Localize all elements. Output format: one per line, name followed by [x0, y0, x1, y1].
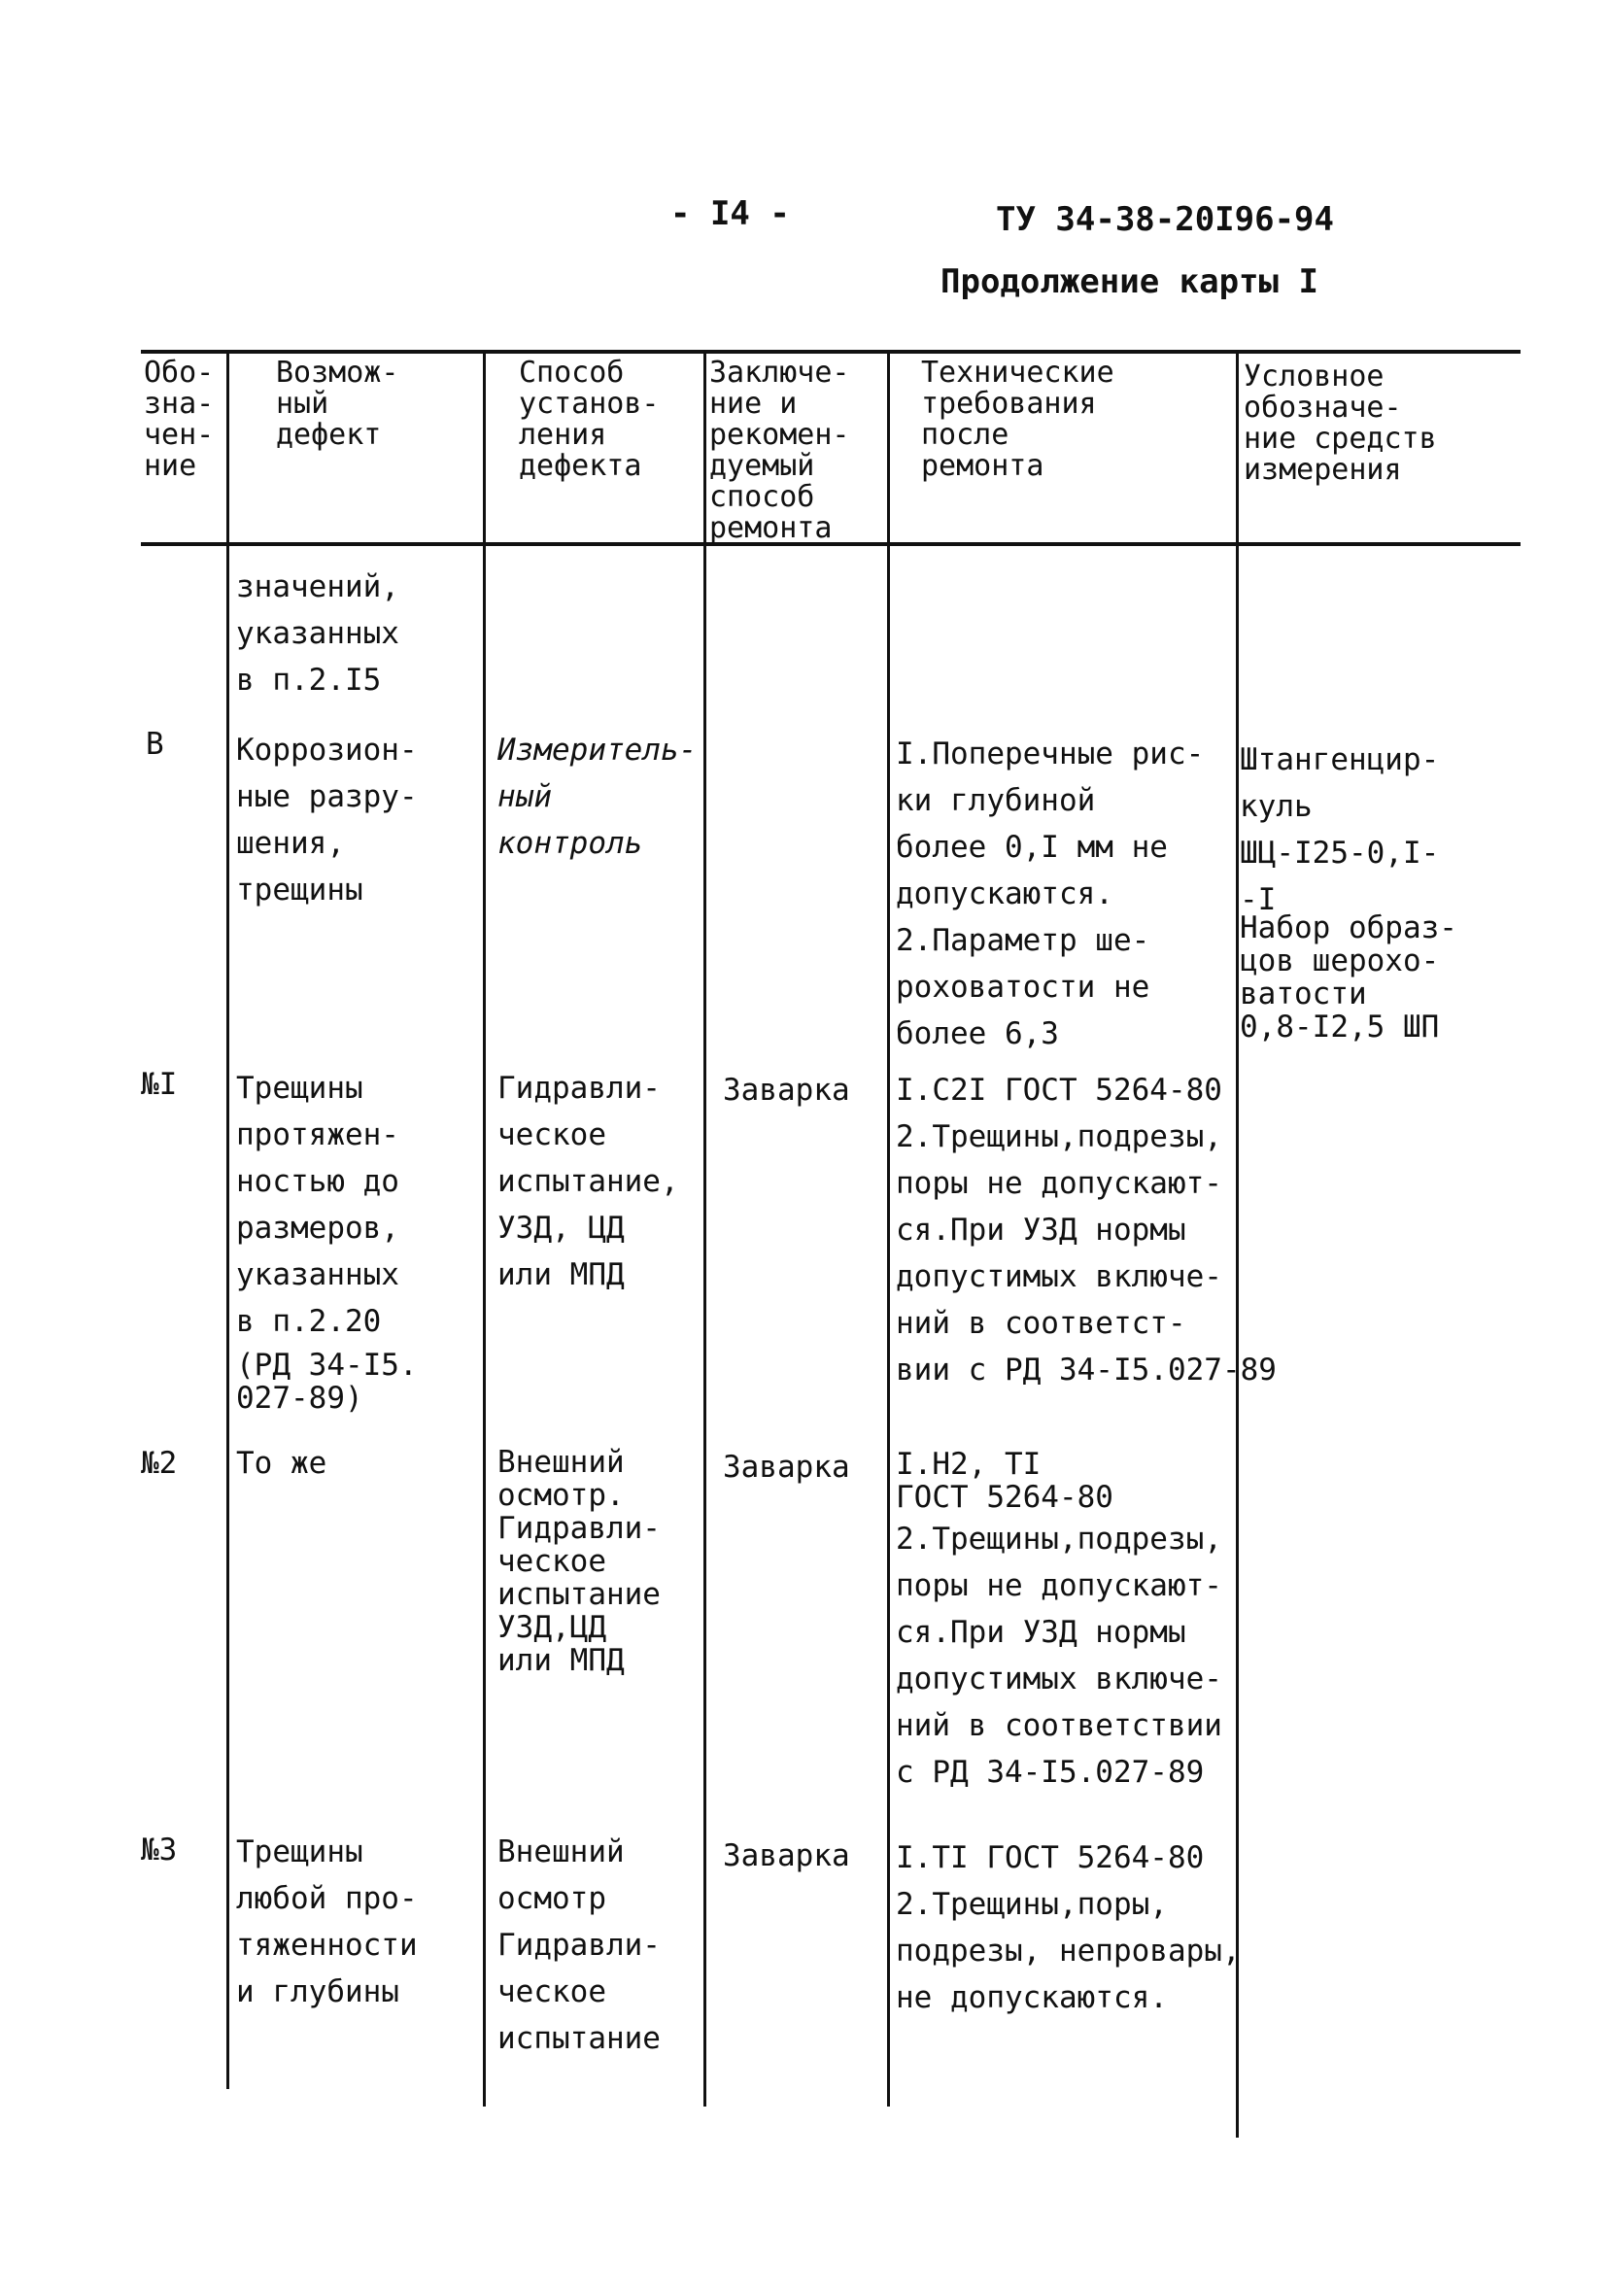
- cell-n3-repair: Заварка: [723, 1838, 850, 1873]
- cell-n1-defect: Трещины протяжен- ностью до размеров, указанных в п.2.20: [236, 1071, 399, 1339]
- cell-n2-requirements-weld: I.Н2, ТI ГОСТ 5264-80: [896, 1447, 1113, 1515]
- cell-b-method: Измеритель- ный контроль: [497, 733, 698, 861]
- cell-n1-repair: Заварка: [723, 1073, 850, 1108]
- column-header-requirements: Технические требования после ремонта: [921, 356, 1114, 483]
- cell-n2-repair: Заварка: [723, 1450, 850, 1485]
- cell-b-requirements: I.Поперечные рис- ки глубиной более 0,I мм не допускаются. 2.Параметр ше- роховатости не более 6,3: [896, 737, 1205, 1051]
- cell-n2-defect: То же: [236, 1446, 327, 1481]
- cell-b-instrument-roughness: Набор образ- цов шерохо- ватости 0,8-I2,5 ШП: [1240, 910, 1457, 1045]
- cell-n1-requirements: I.С2I ГОСТ 5264-80 2.Трещины,подрезы, поры не допускают- ся.При УЗД нормы допустимых включе- ний в соответст- вии с РД 34-I5.027-89: [896, 1073, 1277, 1388]
- cell-continuation-defect: значений, указанных в п.2.I5: [236, 569, 399, 698]
- cell-n2-requirements: 2.Трещины,подрезы, поры не допускают- ся.При УЗД нормы допустимых включе- ний в соответствии с РД 34-I5.027-89: [896, 1522, 1222, 1790]
- table-top-rule: [141, 350, 1521, 354]
- cell-n1-method: Гидравли- ческое испытание, УЗД, ЦД или МПД: [497, 1071, 679, 1292]
- column-header-repair: Заключе- ние и рекомен- дуемый способ ремонта: [709, 356, 850, 545]
- cell-n3-defect: Трещины любой про- тяженности и глубины: [236, 1834, 418, 2009]
- cell-n1-code: №I: [141, 1067, 178, 1102]
- cell-n2-method: Внешний осмотр. Гидравли- ческое испытание УЗД,ЦД или МПД: [497, 1445, 661, 1678]
- column-divider-2: [483, 350, 486, 2107]
- cell-n2-code: №2: [141, 1446, 178, 1481]
- cell-b-code: В: [146, 727, 164, 762]
- column-header-defect: Возмож- ный дефект: [276, 356, 399, 452]
- column-header-designation: Обо- зна- чен- ние: [144, 356, 215, 483]
- column-header-detection-method: Способ установ- ления дефекта: [519, 356, 660, 483]
- cell-n3-method: Внешний осмотр Гидравли- ческое испытание: [497, 1834, 661, 2056]
- column-header-instruments: Условное обозначе- ние средств измерения: [1244, 360, 1437, 487]
- cell-n3-code: №3: [141, 1833, 178, 1868]
- cell-b-instrument-caliper: Штангенцир- куль ШЦ-I25-0,I- -I: [1240, 742, 1440, 917]
- cell-n3-requirements: I.ТI ГОСТ 5264-80 2.Трещины,поры, подрезы, непровары, не допускаются.: [896, 1840, 1241, 2015]
- page-number: - I4 -: [670, 194, 790, 233]
- column-divider-1: [226, 350, 229, 2089]
- cell-n1-defect-reference: (РД 34-I5. 027-89): [236, 1348, 418, 1416]
- column-divider-3: [703, 350, 706, 2107]
- document-code: ТУ 34-38-20I96-94: [996, 200, 1334, 239]
- column-divider-4: [887, 350, 890, 2107]
- cell-b-defect: Коррозион- ные разру- шения, трещины: [236, 733, 418, 908]
- continuation-title: Продолжение карты I: [940, 262, 1318, 301]
